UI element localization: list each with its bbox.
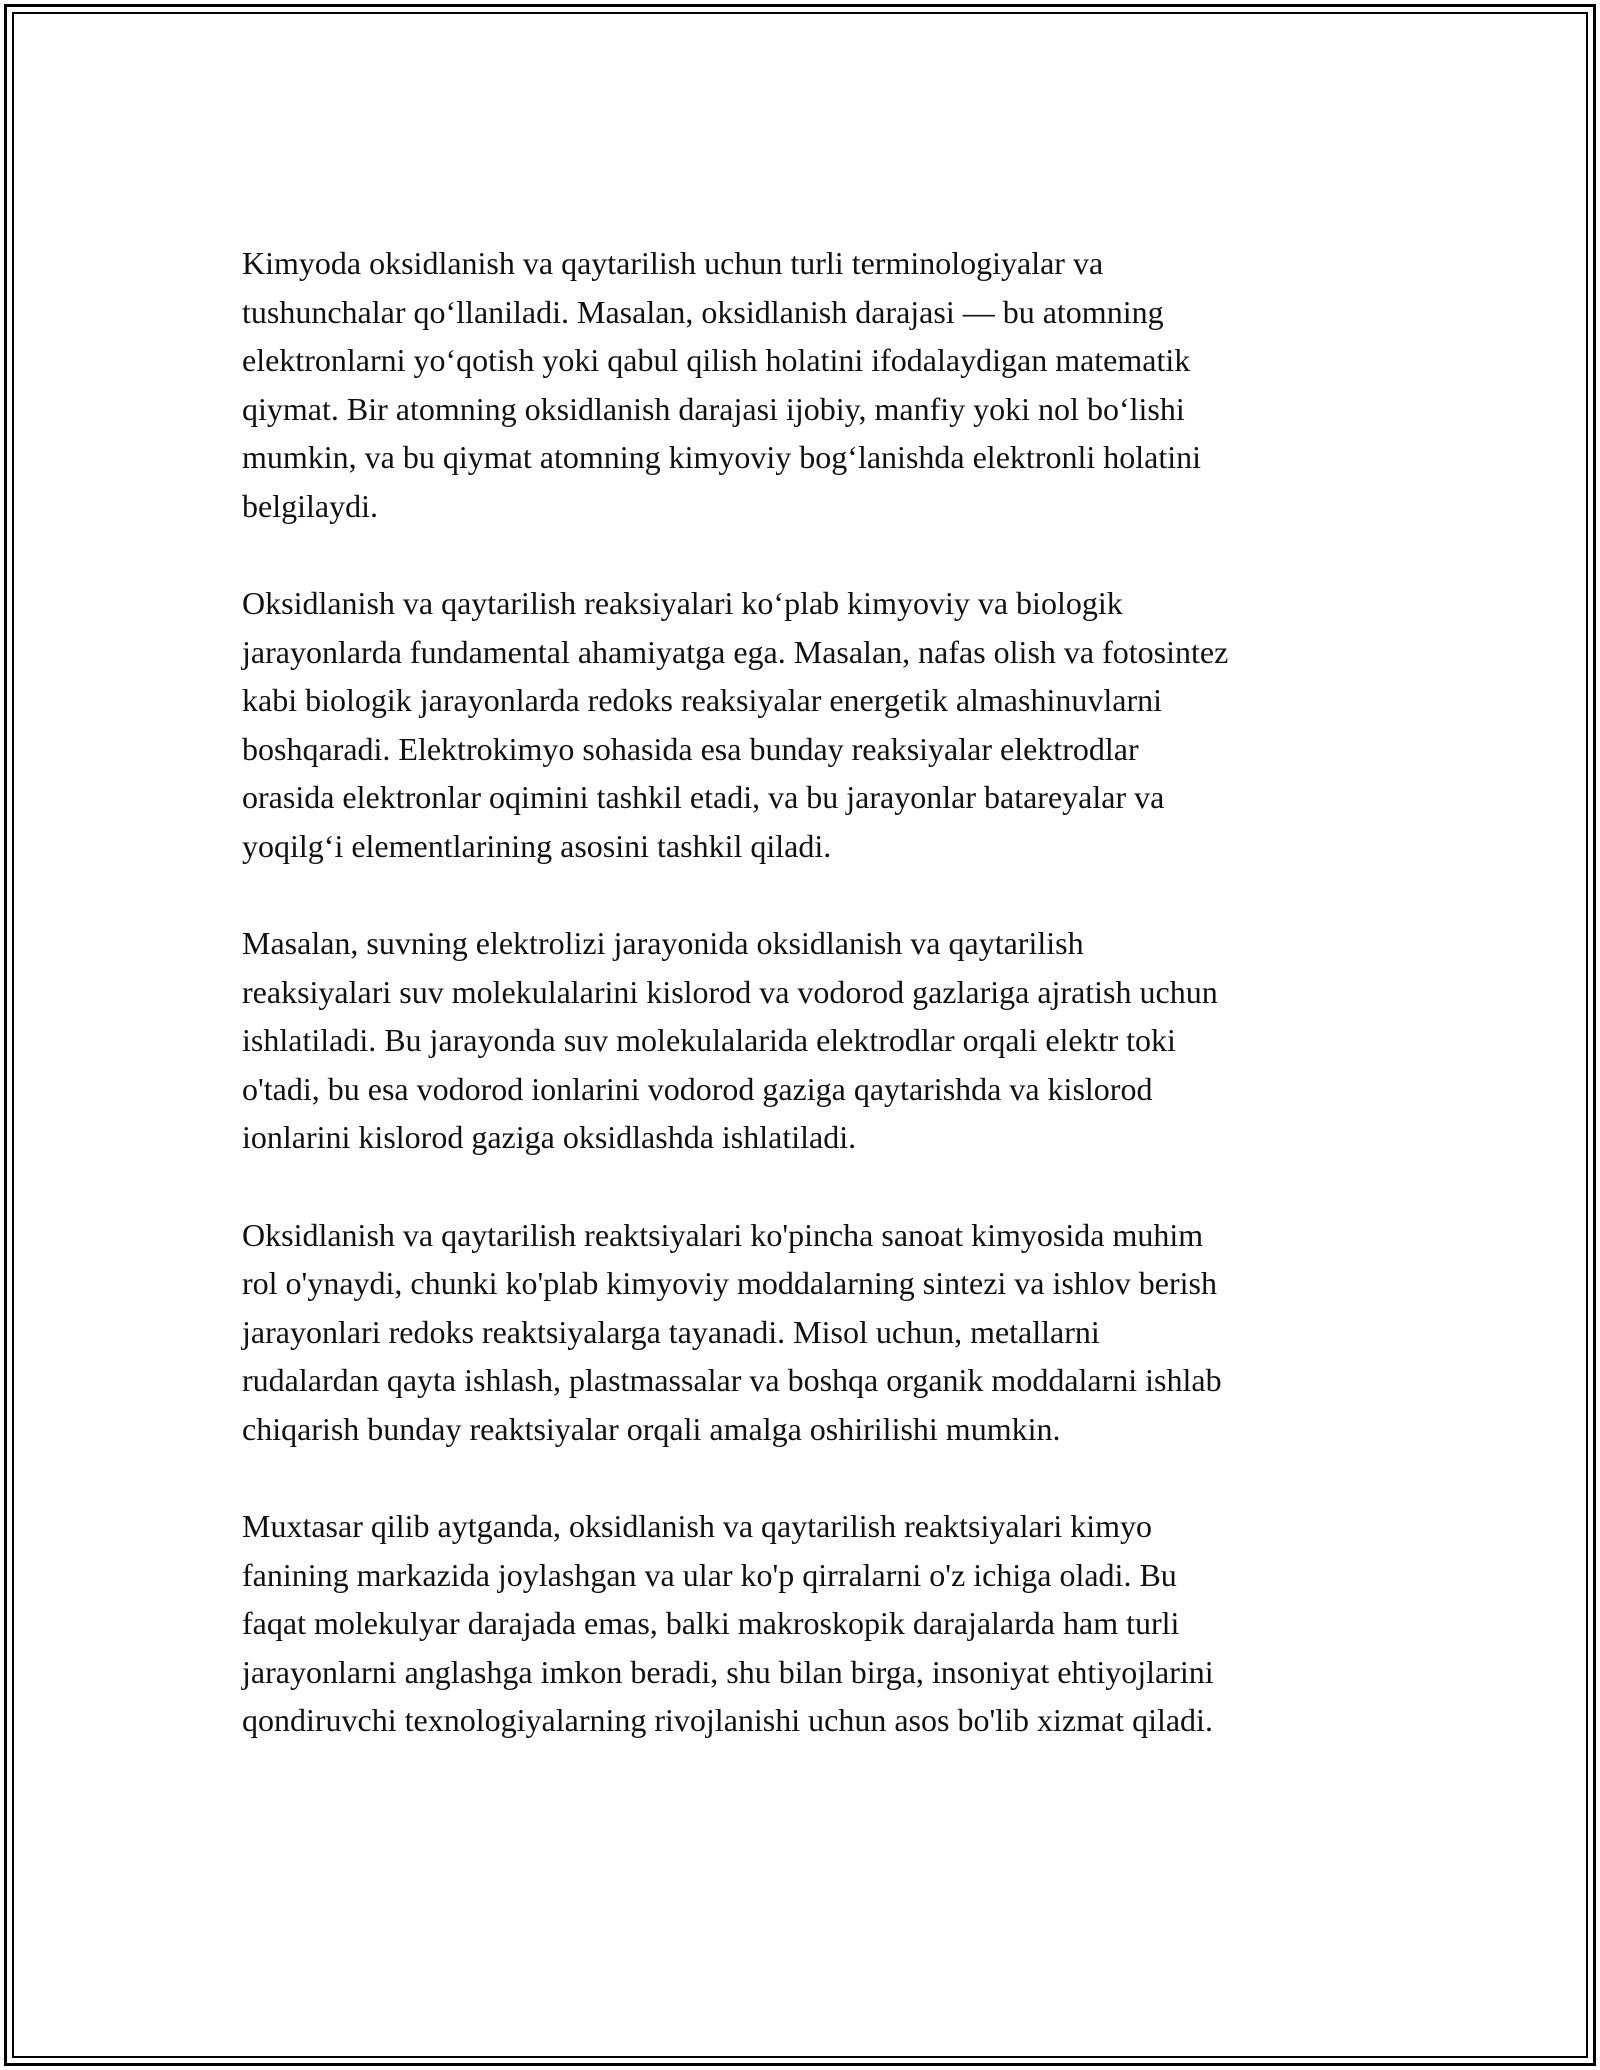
paragraph-3: Masalan, suvning elektrolizi jarayonida oksidlanish va qaytarilish reaksiyalari suv molekulalarini kislorod va vodorod gazlariga ajratish uchun ishlatiladi. Bu jarayonda suv molekulalarida elektrodlar orqali elektr toki o'tadi, bu esa vodorod ionlarini vodorod gaziga qaytarishda va kislorod ionlarini kislorod gaziga oksidlashda ishlatiladi. bbox=[242, 925, 1218, 1155]
paragraph-5: Muxtasar qilib aytganda, oksidlanish va qaytarilish reaktsiyalari kimyo fanining markazida joylashgan va ular ko'p qirralarni o'z ichiga oladi. Bu faqat molekulyar darajada emas, balki makroskopik darajalarda ham turli jarayonlarni anglashga imkon beradi, shu bilan birga, insoniyat ehtiyojlarini qondiruvchi texnologiyalarning rivojlanishi uchun asos bo'lib xizmat qiladi. bbox=[242, 1508, 1214, 1738]
paragraph-2: Oksidlanish va qaytarilish reaksiyalari ko‘plab kimyoviy va biologik jarayonlarda fundamental ahamiyatga ega. Masalan, nafas olish va fotosintez kabi biologik jarayonlarda redoks reaksiyalar energetik almashinuvlarni boshqaradi. Elektrokimyo sohasida esa bunday reaksiyalar elektrodlar orasida elektronlar oqimini tashkil etadi, va bu jarayonlar batareyalar va yoqilg‘i elementlarining asosini tashkil qiladi. bbox=[242, 585, 1229, 864]
paragraph-4: Oksidlanish va qaytarilish reaktsiyalari ko'pincha sanoat kimyosida muhim rol o'ynaydi, chunki ko'plab kimyoviy moddalarning sintezi va ishlov berish jarayonlari redoks reaktsiyalarga tayanadi. Misol uchun, metallarni rudalardan qayta ishlash, plastmassalar va boshqa organik moddalarni ishlab chiqarish bunday reaktsiyalar orqali amalga oshirilishi mumkin. bbox=[242, 1216, 1222, 1447]
document-body bbox=[242, 239, 1382, 1794]
paragraph-1: Kimyoda oksidlanish va qaytarilish uchun turli terminologiyalar va tushunchalar qo‘llaniladi. Masalan, oksidlanish darajasi — bu atomning elektronlarni yo‘qotish yoki qabul qilish holatini ifodalaydigan matematik qiymat. Bir atomning oksidlanish darajasi ijobiy, manfiy yoki nol bo‘lishi mumkin, va bu qiymat atomning kimyoviy bog‘lanishda elektronli holatini belgilaydi. bbox=[242, 245, 1201, 524]
page-border bbox=[4, 4, 1596, 2066]
